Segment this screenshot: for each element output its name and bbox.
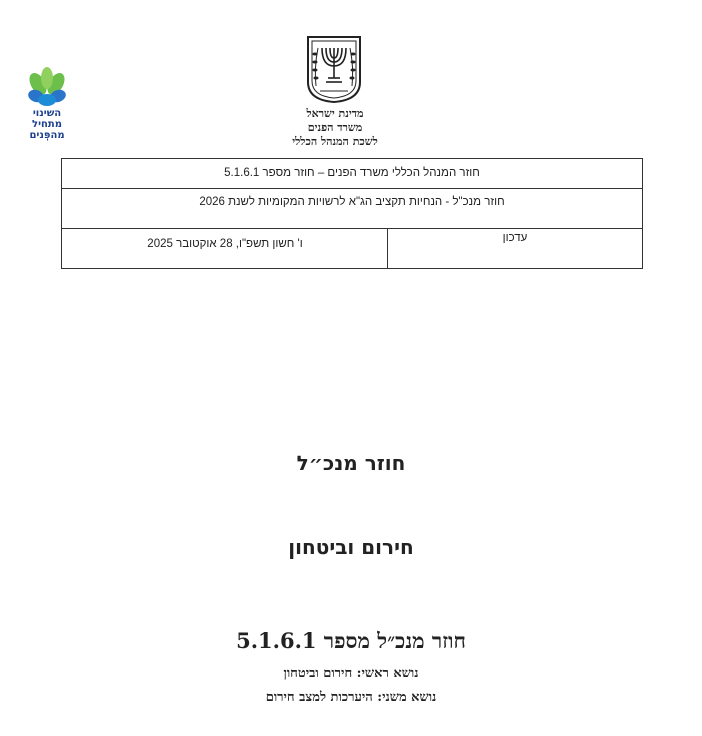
table-row-update [62, 228, 642, 268]
ministry-line-office: לשכת המנהל הכללי [292, 135, 378, 148]
table-row-circular [62, 159, 642, 189]
circular-line: חוזר המנהל הכללי משרד הפנים – חוזר מספר 5.1.6.1 [224, 167, 480, 179]
ministry-header [230, 107, 440, 149]
update-cell [387, 228, 642, 268]
ministry-line-ministry: משרד הפנים [307, 121, 363, 134]
logo-slogan [18, 108, 76, 141]
logo-slogan-line: השינוי [32, 108, 62, 119]
table-row-subject [62, 188, 642, 229]
logo-slogan-line: מתחיל [32, 119, 62, 130]
circular-info-table [61, 158, 643, 269]
ministry-line-state: מדינת ישראל [306, 107, 364, 120]
topic-title: חירום וביטחון [288, 535, 414, 559]
date-cell [62, 228, 388, 268]
sub-subject: נושא משני: היערכות למצב חירום [265, 690, 437, 705]
circular-number-title: חוזר מנכ״ל מספר 5.1.6.1 [236, 628, 466, 653]
logo-slogan-line: מהפְּנים [29, 130, 65, 141]
subject-line: חוזר מנכ"ל - הנחיות תקציב הג"א לרשויות המקומיות לשנת 2026 [199, 196, 505, 208]
update-label: עדכון [502, 232, 528, 244]
state-emblem-icon [304, 34, 364, 104]
date-text: ו' חשון תשפ"ו, 28 אוקטובר 2025 [147, 238, 303, 250]
document-title: חוזר מנכ״ל [296, 451, 406, 475]
main-subject: נושא ראשי: חירום וביטחון [283, 666, 419, 681]
